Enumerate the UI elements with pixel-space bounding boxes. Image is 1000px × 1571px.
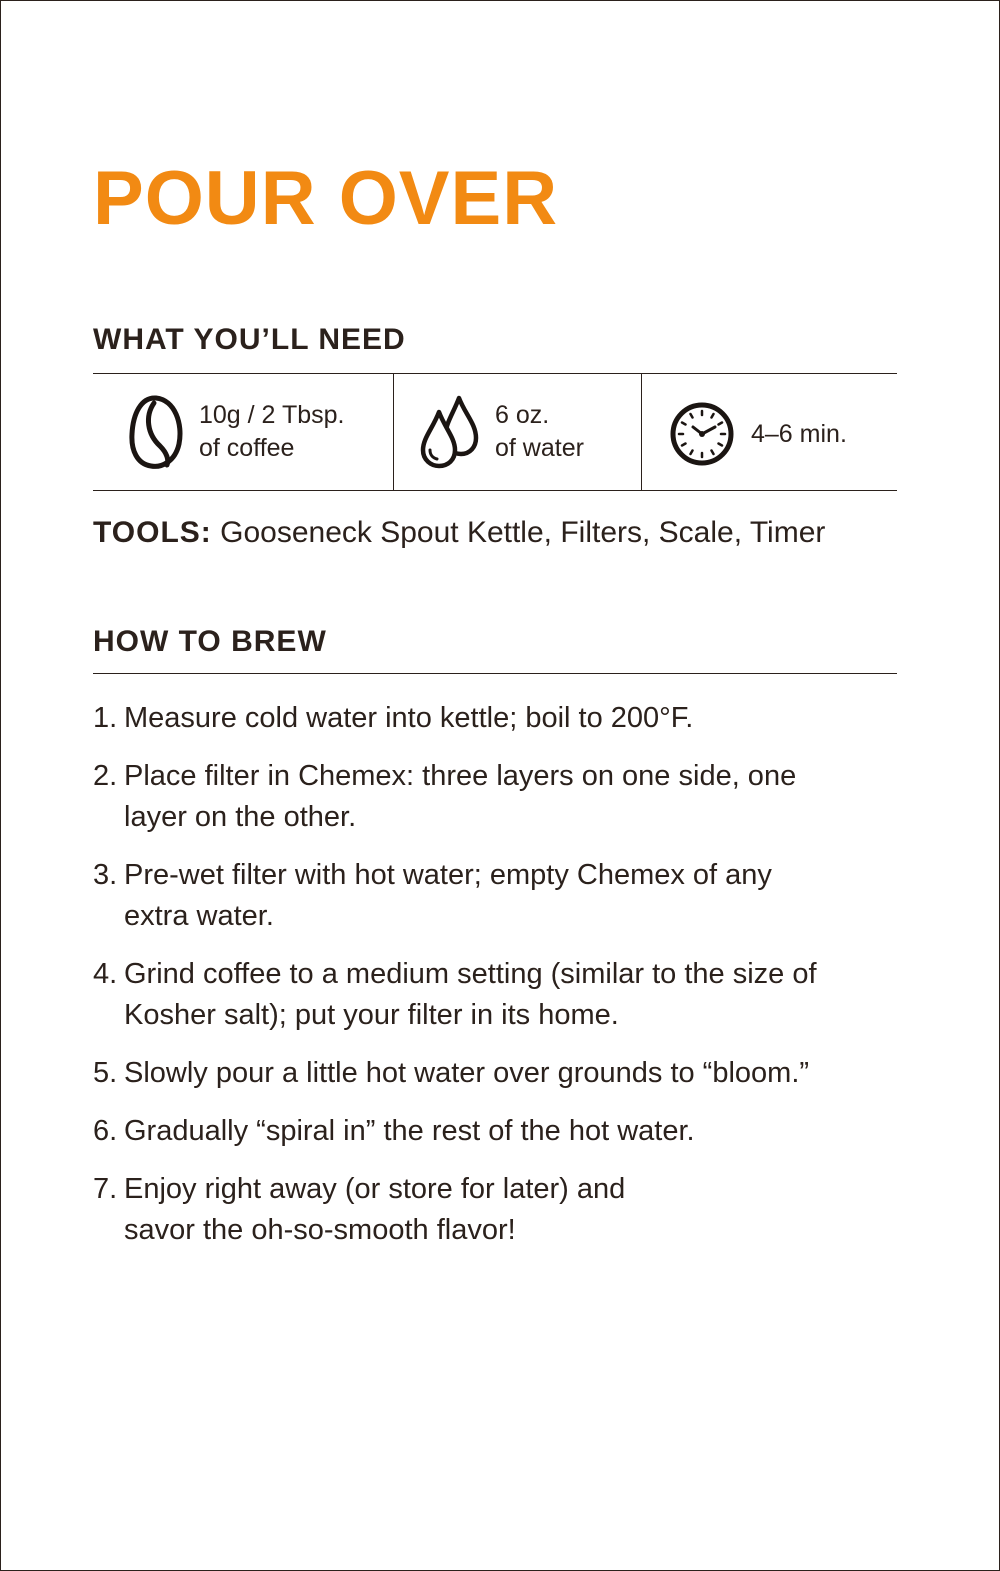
step-number: 7. (93, 1173, 118, 1205)
divider (393, 374, 394, 490)
coffee-bean-icon (127, 394, 185, 470)
brew-step (93, 1111, 973, 1152)
step-text: Pre-wet filter with hot water; empty Chemex of any extra water. (124, 859, 772, 932)
brew-step (93, 1169, 973, 1251)
step-number: 2. (93, 760, 118, 792)
brew-step (93, 855, 973, 937)
step-text: Slowly pour a little hot water over grounds to “bloom.” (124, 1057, 810, 1089)
step-text: Measure cold water into kettle; boil to 200°F. (124, 702, 694, 734)
step-text: Place filter in Chemex: three layers on one side, one layer on the other. (124, 760, 797, 833)
water-drops-icon (419, 394, 481, 470)
need-item-water (419, 394, 584, 470)
step-number: 1. (93, 702, 118, 734)
step-number: 6. (93, 1115, 118, 1147)
divider (93, 373, 897, 374)
step-text: Enjoy right away (or store for later) and savor the oh-so-smooth flavor! (124, 1173, 626, 1246)
brew-step (93, 954, 973, 1036)
need-item-coffee (127, 394, 344, 470)
brew-time-value: 4–6 min. (751, 419, 847, 448)
brew-step (93, 698, 973, 739)
brew-time (751, 418, 847, 451)
step-text: Gradually “spiral in” the rest of the hot water. (124, 1115, 695, 1147)
divider (641, 374, 642, 490)
how-to-brew-heading: HOW TO BREW (93, 625, 327, 658)
brew-step (93, 1053, 973, 1094)
brew-steps (93, 698, 973, 1268)
water-amount (495, 399, 584, 465)
coffee-amount-line2: of coffee (199, 434, 295, 462)
coffee-amount (199, 399, 344, 465)
brew-step (93, 756, 973, 838)
step-number: 5. (93, 1057, 118, 1089)
divider (93, 673, 897, 674)
divider (93, 490, 897, 491)
tools-label: TOOLS: (93, 516, 212, 549)
water-amount-line2: of water (495, 434, 584, 462)
tools-line (93, 513, 825, 553)
clock-icon (669, 401, 735, 467)
need-item-time (669, 401, 847, 467)
tools-list: Gooseneck Spout Kettle, Filters, Scale, Timer (211, 516, 826, 549)
what-youll-need-heading: WHAT YOU’LL NEED (93, 323, 406, 356)
step-number: 4. (93, 958, 118, 990)
coffee-amount-line1: 10g / 2 Tbsp. (199, 401, 345, 429)
step-text: Grind coffee to a medium setting (similar to the size of Kosher salt); put your filter in its home. (124, 958, 817, 1031)
water-amount-line1: 6 oz. (495, 401, 550, 429)
step-number: 3. (93, 859, 118, 891)
page-title: POUR OVER (93, 156, 559, 241)
